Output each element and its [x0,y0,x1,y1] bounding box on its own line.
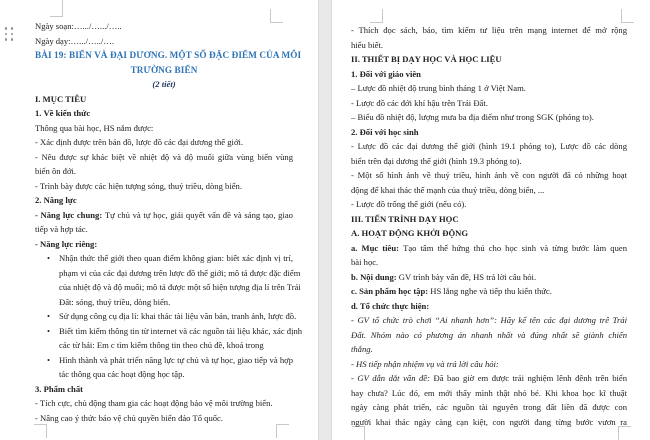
text-run: - Xác định được trên bản đồ, lược đồ các đại dương thế giới. [35,137,244,147]
text-line [351,386,627,401]
text-line [351,415,627,430]
text-line [351,371,627,386]
text-line [351,357,627,372]
text-run: biển trên đại dương thế giới (hình 19.3 phóng to). [351,155,522,166]
text-run: (2 tiết) [152,79,176,89]
text-line [351,342,627,357]
text-run: Biết tìm kiếm thông tin từ internet và các nguồn tài liệu khác, xác định [59,325,303,336]
text-line [35,208,293,223]
text-run: các từ hải: Em c tìm kiếm thông tin theo chủ đề, khoá trong [59,340,264,350]
text-run: b. Nội dung: [351,271,399,282]
text-line [35,382,293,397]
text-line [35,280,301,295]
text-line [35,34,293,49]
text-line [35,92,293,107]
bullet-icon: • [47,311,51,321]
text-run: tiếp và hợp tác. [35,224,88,234]
text-run: 2. Năng lực [35,195,77,205]
text-run: Tự chủ và tự học, giải quyết vấn đề và sáng tạo, giao [104,209,293,220]
text-run: A. HOẠT ĐỘNG KHỞI ĐỘNG [351,228,469,238]
text-line [351,284,627,299]
text-run: – Biểu đồ nhiệt độ, lượng mưa ba địa điểm như trong SGK (phóng to). [351,112,594,122]
text-run: Sử dụng công cụ địa lí: khai thác tài liệu văn bản, tranh ảnh, lược đồ. [59,311,297,321]
text-line [351,328,627,343]
text-run: HS lắng nghe và tiếp thu kiến thức. [430,286,552,296]
text-run: I. MỤC TIÊU [35,93,87,104]
text-line [351,226,627,241]
text-run: ngày càng phát triển, các nguồn tài nguyên trong đất liền đã được con [351,402,627,412]
text-line [351,67,627,82]
text-line [35,63,293,78]
bullet-icon: • [47,325,51,336]
text-line [35,48,302,63]
text-run: 1. Đối với giáo viên [351,68,421,79]
page-2-text [351,23,627,429]
text-line [351,313,627,328]
text-line [351,38,627,53]
text-line [351,270,627,285]
text-line [351,255,627,270]
bullet-icon: • [47,253,51,263]
text-line [351,197,627,212]
text-run: của nhiệt độ và độ muối; mô tả được một số hiện tượng địa lí trên Trái [59,282,301,292]
text-run: 3. Phẩm chất [35,383,83,394]
text-line [351,96,627,111]
margin-crop-mark [50,0,63,17]
text-run: biển ôn đới. [35,166,77,176]
text-run: - Năng lực riêng: [35,238,98,249]
text-run: bài học. [351,257,379,267]
text-line [35,179,293,194]
text-line [351,154,627,169]
text-run: - Lược đồ các đới khí hậu trên Trái Đất. [351,97,488,108]
text-run: Đất. Nhóm nào có phương án nhanh nhất và đúng nhất sẽ giành chiến [351,329,627,340]
text-line [35,237,293,252]
text-run: - Thích đọc sách, báo, tìm kiếm tư liệu trên mạng internet để mở rộng [351,25,627,35]
text-line [35,150,293,165]
text-run: - Nêu được sự khác biệt về nhiệt độ và độ muối giữa vùng biển vùng [35,151,293,162]
text-run: Nhận thức thế giới theo quan điểm không gian: biết xác định vị trí, [59,253,293,263]
page-gutter [318,0,332,440]
text-run: 2. Đối với học sinh [351,126,419,137]
text-run: - Tích cực, chủ động tham gia các hoạt động bảo vệ môi trường biển. [35,398,273,408]
margin-crop-mark [276,424,289,438]
text-run: BÀI 19: BIỂN VÀ ĐẠI DƯƠNG. MỘT SỐ ĐẶC ĐIỂM CỦA MÔI [35,50,302,60]
text-run: Ngày dạy:….../…../…. [35,35,115,46]
text-run: - HS tiếp nhận nhiệm vụ và trả lời câu hỏi: [351,358,499,369]
text-line [35,251,293,266]
text-line [35,121,293,136]
text-line [35,353,293,368]
text-line [35,19,293,34]
text-line [351,139,627,154]
text-run: động để khai thác thế mạnh của thuỷ triều, dòng biển, ... [351,184,545,195]
text-run: - Lược đồ các đại dương thế giới (hình 19.1 phóng to), Lược đồ các dòng [351,141,627,151]
text-run: - Năng lực chung: [35,209,105,220]
text-run: c. Sản phẩm học tập: [351,286,431,296]
text-line [351,212,627,227]
text-line [35,338,293,353]
bullet-icon: • [47,354,51,365]
margin-crop-mark [34,424,47,438]
text-line [35,411,293,426]
text-run: - Một số hình ảnh về thuỷ triều, hình ảnh về con người đã có những hoạt [351,170,627,180]
text-run: - Trình bày được các hiện tượng sóng, thuỷ triều, dòng biển. [35,180,242,191]
text-line [351,400,627,415]
text-line [35,295,293,310]
text-line [35,106,293,121]
text-line [351,125,627,140]
text-run: Hình thành và phát triển năng lực tự chủ và tự học, giao tiếp và hợp [59,354,293,365]
text-run: hiểu biết. [351,39,383,50]
drag-handle-icon[interactable] [3,26,15,42]
margin-crop-mark [370,9,383,23]
text-line [35,266,301,281]
text-line [351,183,627,198]
text-line [351,52,627,67]
text-line [351,110,627,125]
text-run: Thông qua bài học, HS nắm được: [35,122,154,133]
text-run: tác thông qua các hoạt động học tập. [59,369,185,379]
text-run: TRƯỜNG BIỂN [130,64,198,75]
text-run: Ngày soạn:….../….../….. [35,21,122,31]
text-line [351,23,627,38]
text-run: - Nâng cao ý thức bảo vệ chủ quyền biển đảo Tổ quốc. [35,412,224,423]
text-line [35,193,293,208]
page-1-text [35,19,303,425]
text-line [35,309,297,324]
text-run: người khai thác ngày càng cạn kiệt, con người đang từng bước vươn ra [351,416,627,427]
text-line [351,168,627,183]
text-line [35,367,293,382]
text-run: d. Tổ chức thực hiện: [351,300,430,311]
text-run: - Lược đồ trống thế giới (nếu có). [351,199,467,209]
text-run: hay chưa? Lúc đó, em mới thấy mình thật nhỏ bé. Khi khoa học kĩ thuật [351,387,627,398]
margin-crop-mark [621,9,634,23]
text-run: II. THIẾT BỊ DẠY HỌC VÀ HỌC LIỆU [351,54,502,64]
text-line [35,77,293,92]
text-line [35,324,303,339]
text-run: – Lược đồ nhiệt độ trung bình tháng 1 ở Việt Nam. [351,83,526,93]
text-run: GV trình bày vấn đề, HS trả lời câu hỏi. [398,271,537,282]
text-run: 1. Về kiến thức [35,108,91,118]
text-line [35,135,293,150]
text-line [35,222,293,237]
text-run: Đã bao giờ em được trải nghiệm lênh đênh trên biển [433,373,627,383]
text-line [351,241,627,256]
text-run: phạm vi của các đại dương trên lược đồ thế giới; mô tả được đặc điểm [59,267,301,278]
text-line [351,299,627,314]
text-line [351,81,627,96]
text-line [35,164,293,179]
text-run: Tạo tâm thế hứng thú cho học sinh và từng bước làm quen [403,242,627,253]
text-run: a. Mục tiêu: [351,242,404,253]
text-run: thắng. [351,344,373,354]
text-run: III. TIẾN TRÌNH DẠY HỌC [351,213,459,224]
text-run: - GV tổ chức trò chơi “Ai nhanh hơn”: Hãy kể tên các đại dương trê Trái [351,315,627,325]
text-line [35,396,293,411]
text-run: - GV dẫn dắt vấn đề: [351,373,434,383]
text-run: Đất: sóng, thuỷ triều, dòng biển. [59,296,171,307]
